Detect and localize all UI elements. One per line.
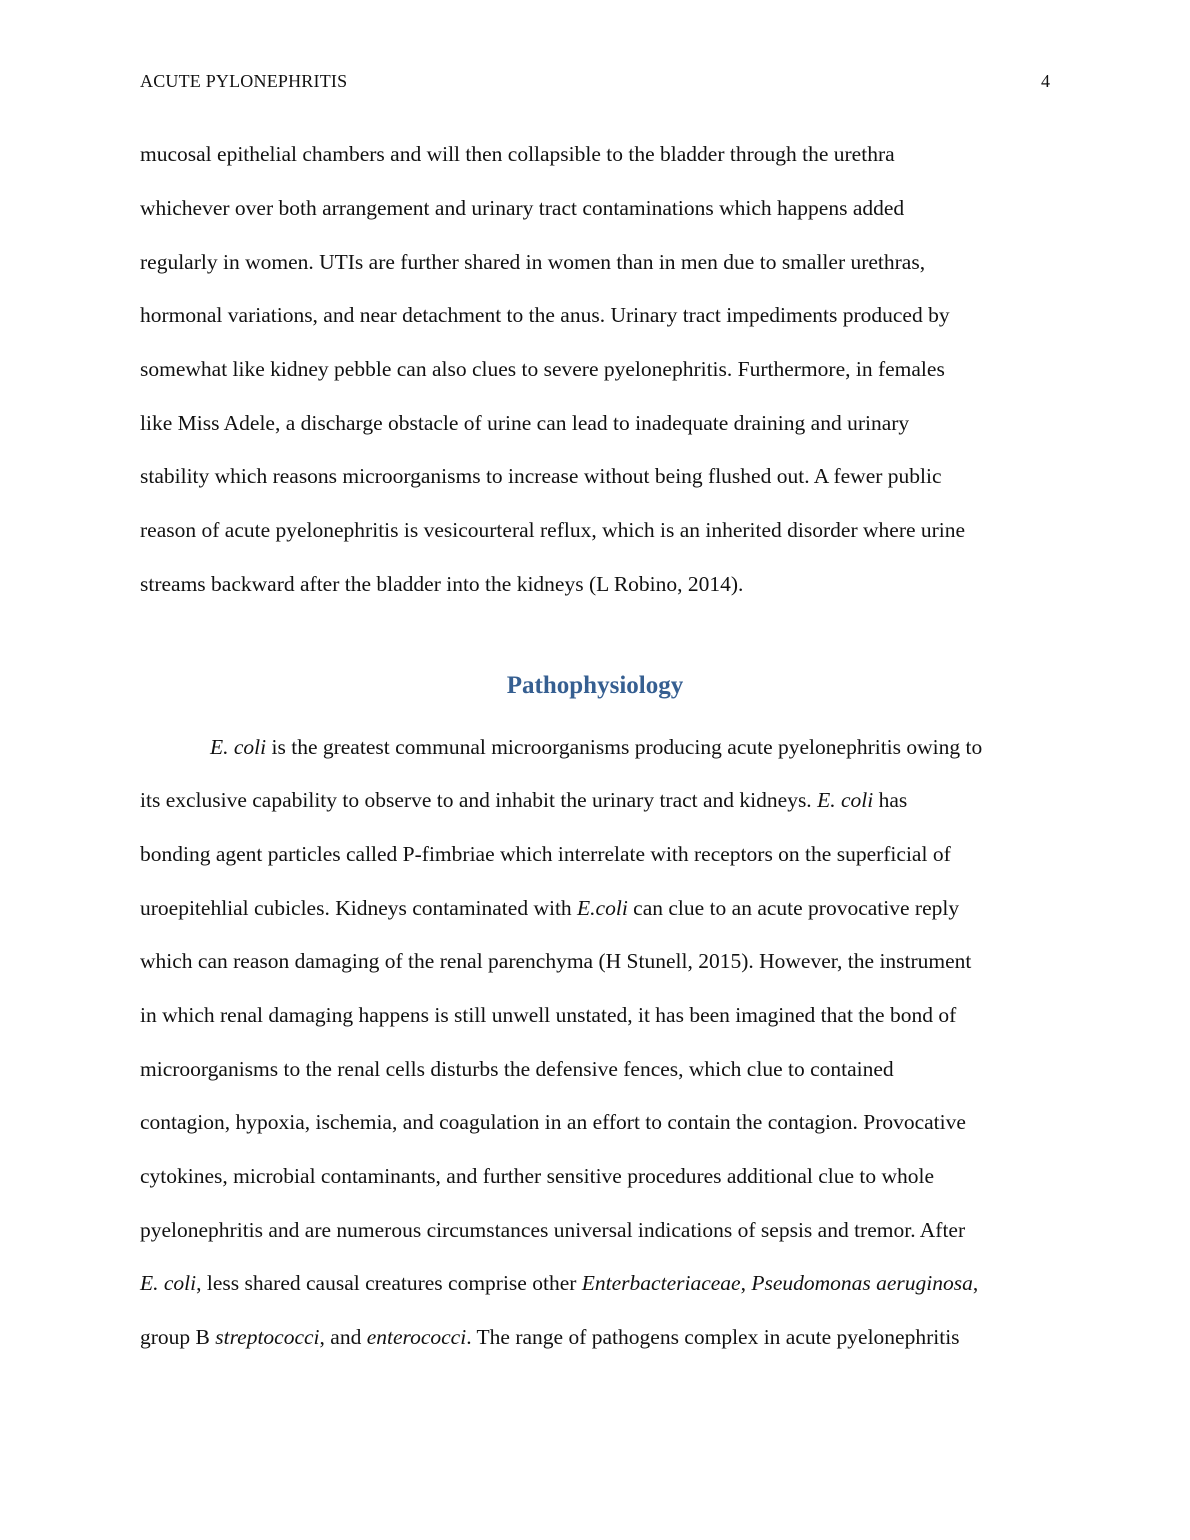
text-run: , and <box>319 1325 367 1349</box>
italic-term: E. coli <box>140 1271 197 1295</box>
paragraph-line: stability which reasons microorganisms to increase without being flushed out. A fewer public <box>140 464 942 488</box>
text-run: can clue to an acute provocative reply <box>627 896 960 920</box>
running-head: ACUTE PYLONEPHRITIS <box>140 71 348 91</box>
paragraph-line: bonding agent particles called P-fimbriae which interrelate with receptors on the superficial of <box>140 842 951 866</box>
paragraph-line: regularly in women. UTIs are further shared in women than in men due to smaller urethras, <box>140 250 926 274</box>
text-run: has <box>873 788 908 812</box>
text-run: its exclusive capability to observe to and inhabit the urinary tract and kidneys. <box>140 788 818 812</box>
paragraph-line: whichever over both arrangement and urinary tract contaminations which happens added <box>140 196 905 220</box>
paragraph-line: like Miss Adele, a discharge obstacle of urine can lead to inadequate draining and urinary <box>140 411 910 435</box>
paragraph-line: contagion, hypoxia, ischemia, and coagulation in an effort to contain the contagion. Provocative <box>140 1110 966 1134</box>
italic-term: E. coli <box>210 735 267 759</box>
text-run: , <box>972 1271 979 1295</box>
paragraph-line <box>140 1270 978 1296</box>
paragraph-line <box>140 1324 960 1350</box>
italic-term: E.coli <box>577 896 628 920</box>
text-run: group B <box>140 1325 216 1349</box>
paragraph-line <box>140 895 959 921</box>
italic-term: Pseudomonas aeruginosa <box>751 1271 973 1295</box>
text-run: , less shared causal creatures comprise other <box>196 1271 582 1295</box>
paragraph-line: hormonal variations, and near detachment to the anus. Urinary tract impediments produced by <box>140 303 950 327</box>
paragraph-line: microorganisms to the renal cells disturbs the defensive fences, which clue to contained <box>140 1057 894 1081</box>
paragraph-line <box>140 787 907 813</box>
italic-term: enterococci <box>366 1325 467 1349</box>
paragraph-line: mucosal epithelial chambers and will then collapsible to the bladder through the urethra <box>140 142 895 166</box>
text-run: , <box>740 1271 752 1295</box>
page-number: 4 <box>1041 71 1050 91</box>
italic-term: E. coli <box>817 788 874 812</box>
italic-term: Enterbacteriaceae <box>581 1271 741 1295</box>
text-run: is the greatest communal microorganisms producing acute pyelonephritis owing to <box>266 735 983 759</box>
paragraph-line: cytokines, microbial contaminants, and further sensitive procedures additional clue to whole <box>140 1164 935 1188</box>
paragraph-line: streams backward after the bladder into the kidneys (L Robino, 2014). <box>140 572 744 596</box>
paragraph-line <box>210 734 982 760</box>
paragraph-line: which can reason damaging of the renal parenchyma (H Stunell, 2015). However, the instrument <box>140 949 972 973</box>
section-heading: Pathophysiology <box>506 672 684 699</box>
italic-term: streptococci <box>215 1325 320 1349</box>
text-run: uroepitehlial cubicles. Kidneys contaminated with <box>140 896 578 920</box>
paragraph-line: somewhat like kidney pebble can also clues to severe pyelonephritis. Furthermore, in females <box>140 357 945 381</box>
text-run: . The range of pathogens complex in acute pyelonephritis <box>466 1325 960 1349</box>
paragraph-line: pyelonephritis and are numerous circumstances universal indications of sepsis and tremor. After <box>140 1218 966 1242</box>
paragraph-line: in which renal damaging happens is still unwell unstated, it has been imagined that the bond of <box>140 1003 957 1027</box>
paragraph-line: reason of acute pyelonephritis is vesicourteral reflux, which is an inherited disorder where urine <box>140 518 966 542</box>
